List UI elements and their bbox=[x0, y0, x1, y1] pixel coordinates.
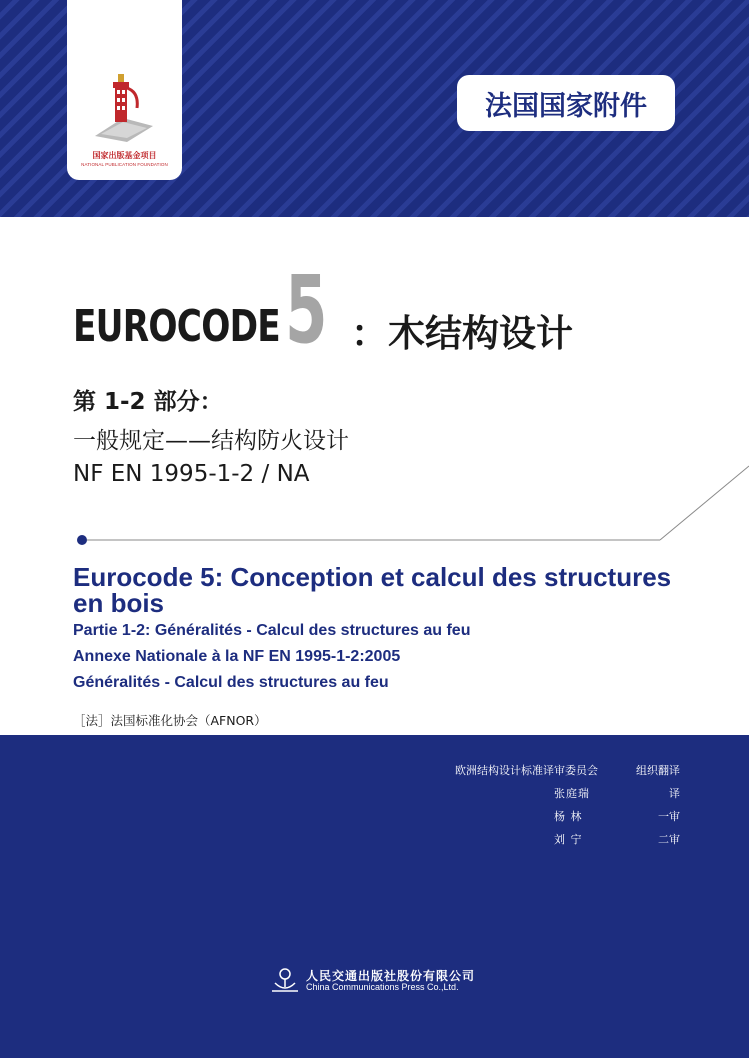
credit-role: 二审 bbox=[658, 833, 680, 846]
publisher-name-cn: 人民交通出版社股份有限公司 bbox=[306, 969, 476, 983]
divider-line bbox=[0, 460, 749, 560]
credit-role: 一审 bbox=[658, 810, 680, 823]
title-number: 5 bbox=[285, 256, 328, 365]
credit-name: 杨 林 bbox=[554, 810, 583, 823]
publication-foundation-logo bbox=[67, 0, 182, 180]
national-annex-badge: 法国国家附件 bbox=[457, 75, 675, 131]
publisher-name-en: China Communications Press Co.,Ltd. bbox=[306, 982, 459, 992]
credit-row bbox=[455, 808, 680, 831]
french-annex: Annexe Nationale à la NF EN 1995-1-2:2005 bbox=[73, 648, 401, 665]
french-title: Eurocode 5: Conception et calcul des structures en bois bbox=[73, 562, 672, 618]
standard-code: NF EN 1995-1-2 / NA bbox=[73, 461, 310, 487]
credit-row bbox=[455, 762, 680, 785]
credit-name: 刘 宁 bbox=[554, 833, 583, 846]
credit-row bbox=[455, 785, 680, 808]
translation-credits bbox=[455, 762, 680, 854]
author-line: ［法］法国标准化协会（AFNOR） bbox=[73, 713, 267, 728]
credit-name: 张庭瑞 bbox=[554, 787, 590, 800]
title-chinese: ：木结构设计 bbox=[351, 312, 573, 355]
credit-role: 译 bbox=[669, 787, 680, 800]
french-part: Partie 1-2: Généralités - Calcul des structures au feu bbox=[73, 622, 471, 639]
part-topic: 一般规定——结构防火设计 bbox=[73, 428, 349, 454]
publisher-logo-icon bbox=[270, 965, 300, 993]
credit-row bbox=[455, 831, 680, 854]
logo-name-cn: 国家出版基金项目 bbox=[92, 150, 157, 160]
title-eurocode: EUROCODE bbox=[73, 301, 280, 352]
credit-organization: 欧洲结构设计标准译审委员会 bbox=[455, 764, 598, 777]
french-general: Généralités - Calcul des structures au feu bbox=[73, 674, 389, 691]
logo-name-en: NATIONAL PUBLICATION FOUNDATION bbox=[81, 162, 168, 167]
tower-emblem-icon bbox=[87, 68, 162, 143]
part-heading: 第 1-2 部分： bbox=[73, 389, 223, 415]
credit-role: 组织翻译 bbox=[636, 764, 680, 777]
